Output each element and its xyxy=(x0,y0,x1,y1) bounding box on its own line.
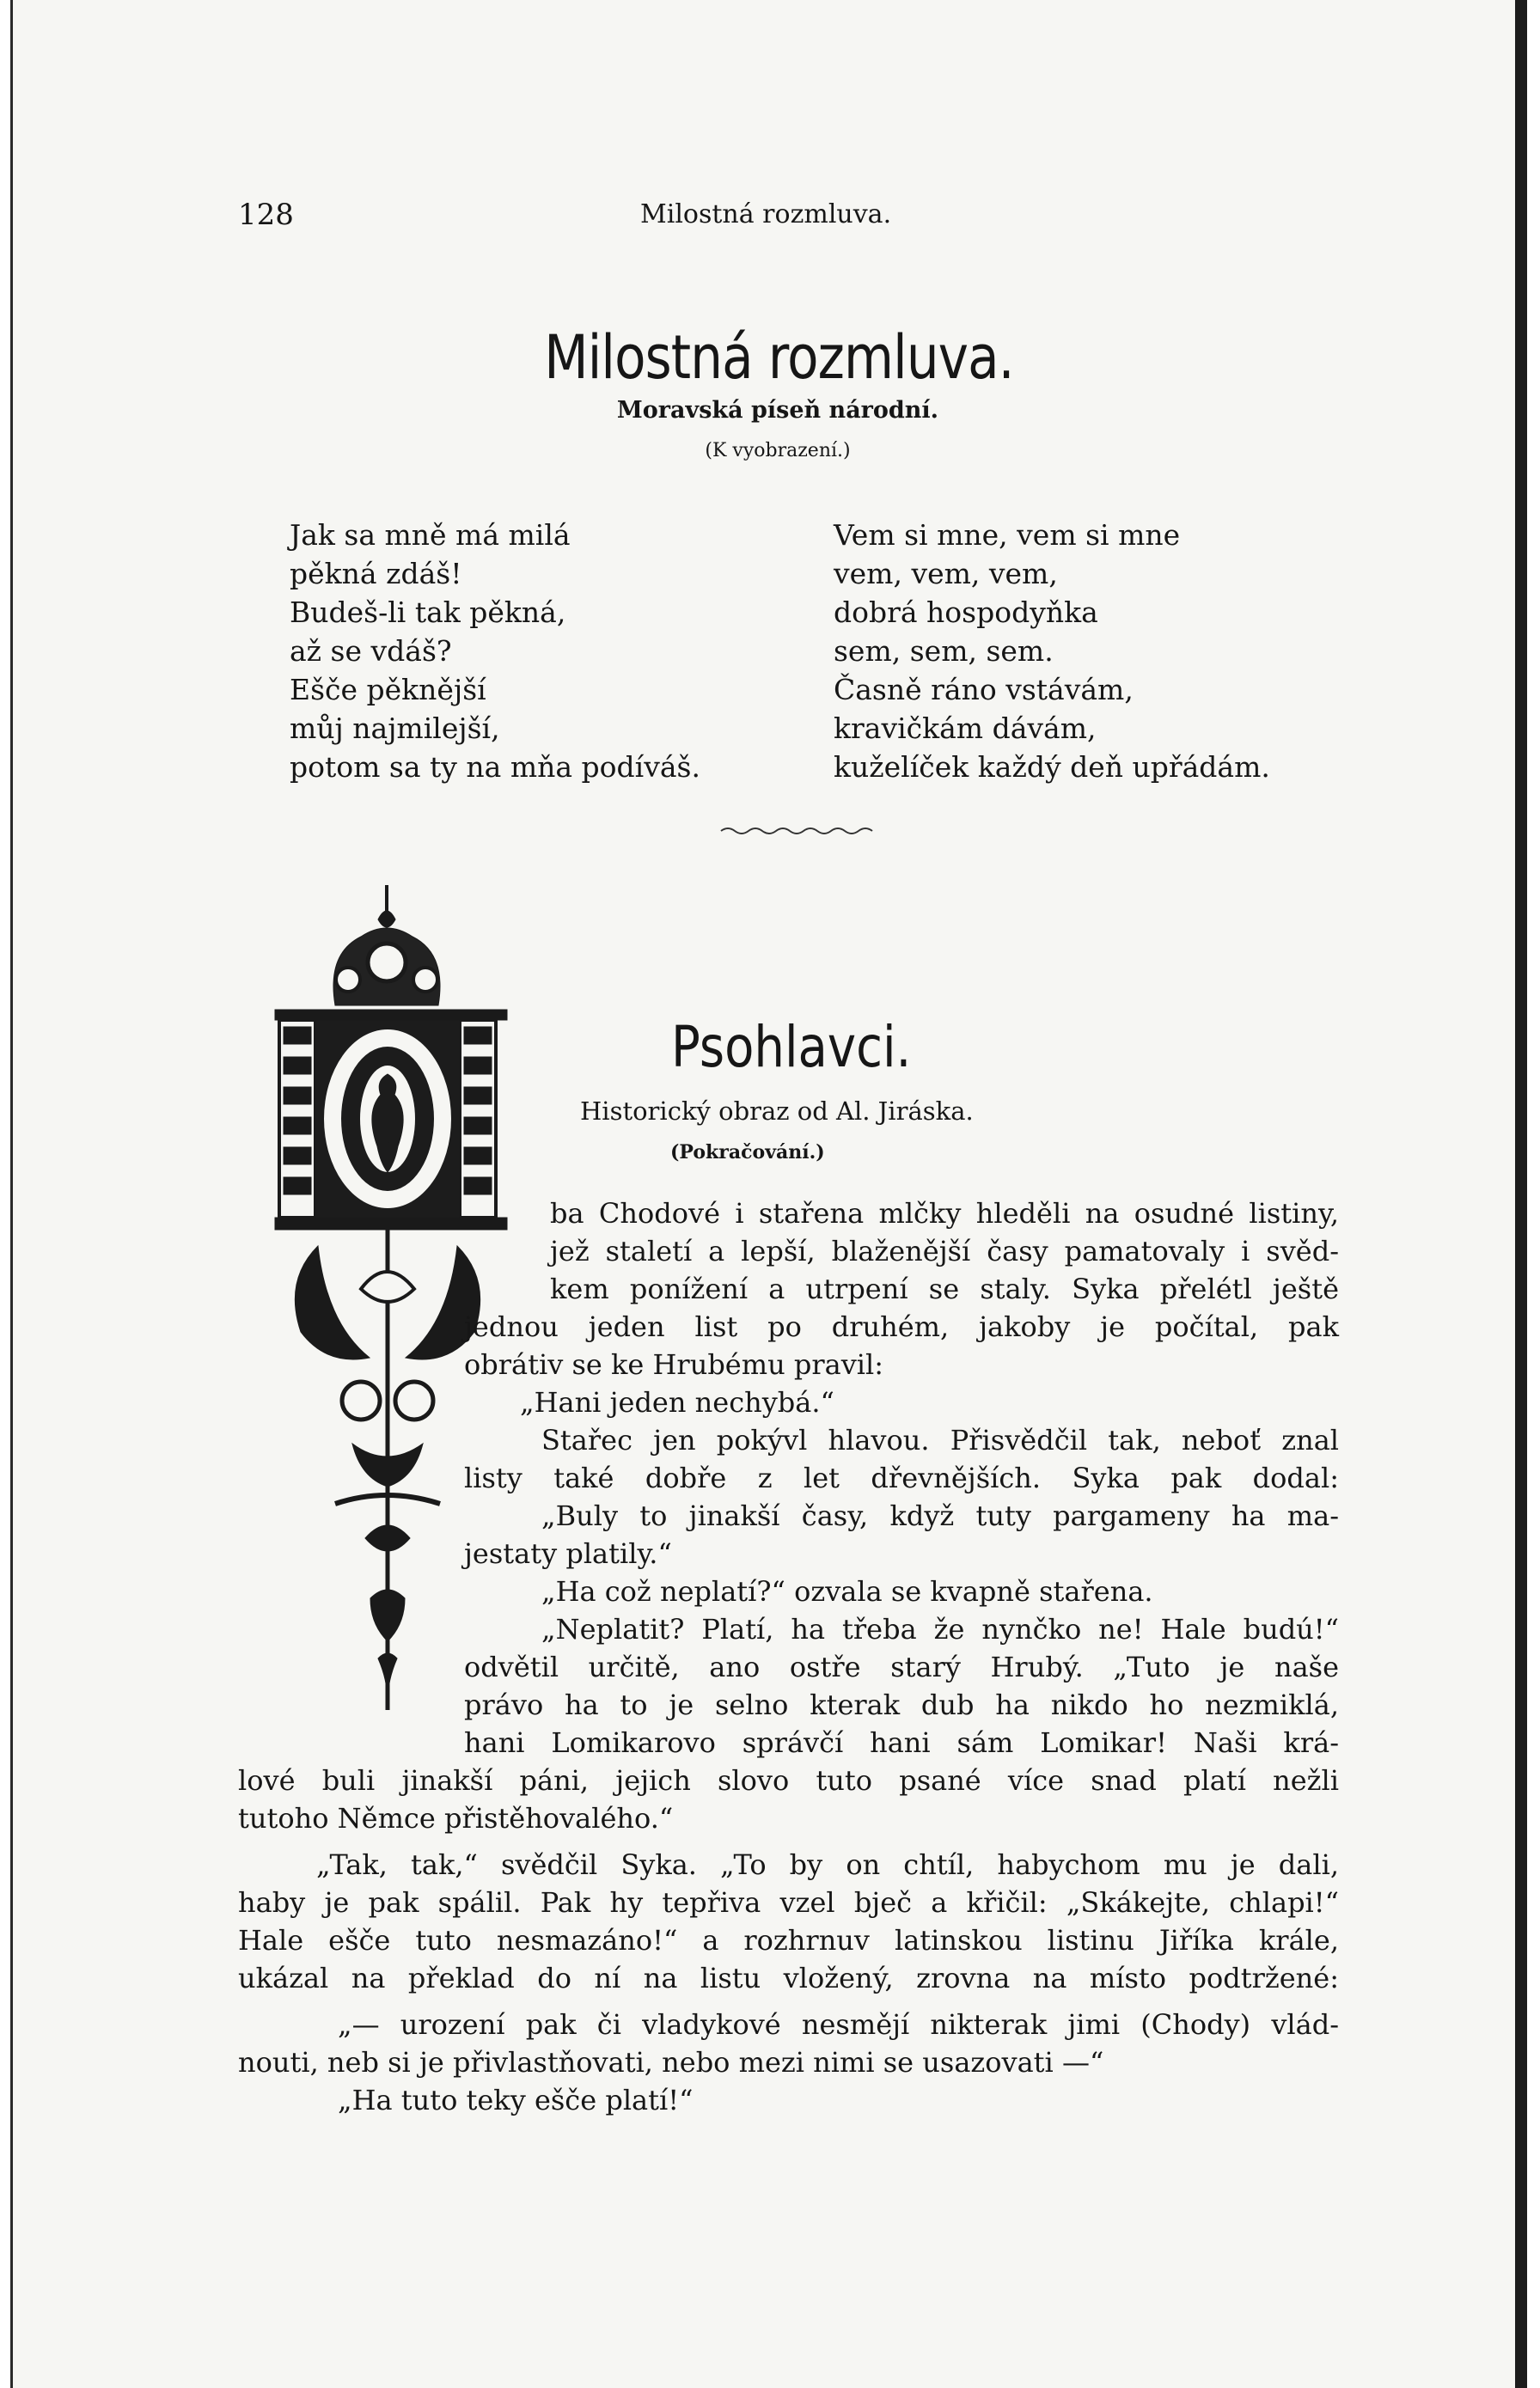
text-line: „— urození pak či vladykové nesmějí nikterak jimi (Chody) vlád- xyxy=(338,2008,1339,2041)
text-line: „Tak, tak,“ svědčil Syka. „To by on chtíl, habychom mu je dali, xyxy=(316,1848,1339,1881)
running-title: Milostná rozmluva. xyxy=(640,199,892,229)
text-line: tutoho Němce přistěhovalého.“ xyxy=(238,1802,674,1835)
initial-letter: O xyxy=(388,1142,389,1144)
text-line: „Buly to jinakší časy, když tuty pargameny ha ma- xyxy=(541,1499,1339,1532)
poem-line: až se vdáš? xyxy=(290,634,452,668)
text-line: ukázal na překlad do ní na listu vložený, zrovna na místo podtržené: xyxy=(238,1962,1339,1994)
text-line: listy také dobře z let dřevnějších. Syka pak dodal: xyxy=(464,1462,1339,1494)
text-line: obrátiv se ke Hrubému pravil: xyxy=(464,1348,884,1381)
text-line: Hale ešče tuto nesmazáno!“ a rozhrnuv latinskou listinu Jiříka krále, xyxy=(238,1924,1339,1957)
text-line: „Hani jeden nechybá.“ xyxy=(520,1386,834,1419)
page-number: 128 xyxy=(238,198,294,232)
text-line: jež staletí a lepší, blaženější časy pamatovaly i svěd- xyxy=(550,1235,1339,1267)
decorative-initial-ornament xyxy=(258,885,529,1710)
text-line: „Neplatit? Platí, ha třeba že nynčko ne! Hale budú!“ xyxy=(541,1613,1339,1646)
poem-line: Vem si mne, vem si mne xyxy=(834,518,1181,552)
text-line: „Ha což neplatí?“ ozvala se kvapně stařena. xyxy=(541,1575,1153,1608)
text-line: jednou jeden list po druhém, jakoby je počítal, pak xyxy=(464,1310,1339,1343)
poem-title: Milostná rozmluva. xyxy=(544,322,1014,393)
poem-stanza-left xyxy=(290,516,700,786)
poem-line: kravičkám dávám, xyxy=(834,712,1097,745)
story-note: (Pokračování.) xyxy=(670,1141,825,1163)
poem-line: pěkná zdáš! xyxy=(290,557,462,590)
poem-note: (K vyobrazení.) xyxy=(705,440,851,461)
poem-line: Časně ráno vstávám, xyxy=(834,673,1134,706)
poem-stanza-right xyxy=(834,516,1270,786)
text-line: odvětil určitě, ano ostře starý Hrubý. „Tuto je naše xyxy=(464,1651,1339,1683)
poem-line: dobrá hospodyňka xyxy=(834,595,1098,629)
story-title: Psohlavci. xyxy=(671,1014,912,1080)
text-line: nouti, neb si je přivlastňovati, nebo mezi nimi se usazovati —“ xyxy=(238,2046,1104,2079)
text-line: ba Chodové i stařena mlčky hleděli na osudné listiny, xyxy=(550,1197,1339,1230)
story-subtitle: Historický obraz od Al. Jiráska. xyxy=(580,1096,974,1126)
poem-line: potom sa ty na mňa podíváš. xyxy=(290,750,700,784)
text-line: Stařec jen pokývl hlavou. Přisvědčil tak, neboť znal xyxy=(541,1424,1339,1457)
poem-line: Jak sa mně má milá xyxy=(290,518,571,552)
poem-line: můj najmilejší, xyxy=(290,712,500,745)
book-page xyxy=(10,0,1527,2388)
text-line: jestaty platily.“ xyxy=(464,1537,672,1570)
text-line: „Ha tuto teky ešče platí!“ xyxy=(338,2084,694,2116)
text-line: haby je pak spálil. Pak hy tepřiva vzel bječ a křičil: „Skákejte, chlapi!“ xyxy=(238,1886,1339,1919)
poem-line: vem, vem, vem, xyxy=(834,557,1058,590)
poem-line: kuželíček každý deň upřádám. xyxy=(834,750,1270,784)
poem-line: Budeš-li tak pěkná, xyxy=(290,595,566,629)
text-line: lové buli jinakší páni, jejich slovo tuto psané více snad platí nežli xyxy=(238,1764,1339,1797)
poem-line: Ešče pěknější xyxy=(290,673,486,706)
section-divider-ornament xyxy=(719,825,874,837)
poem-line: sem, sem, sem. xyxy=(834,634,1054,668)
running-head xyxy=(13,198,1515,241)
text-line: právo ha to je selno kterak dub ha nikdo ho nezmiklá, xyxy=(464,1689,1339,1721)
text-line: kem ponížení a utrpení se staly. Syka přelétl ještě xyxy=(550,1273,1339,1305)
text-line: hani Lomikarovo správčí hani sám Lomikar! Naši krá- xyxy=(464,1726,1339,1759)
poem-subtitle: Moravská píseň národní. xyxy=(616,397,939,424)
